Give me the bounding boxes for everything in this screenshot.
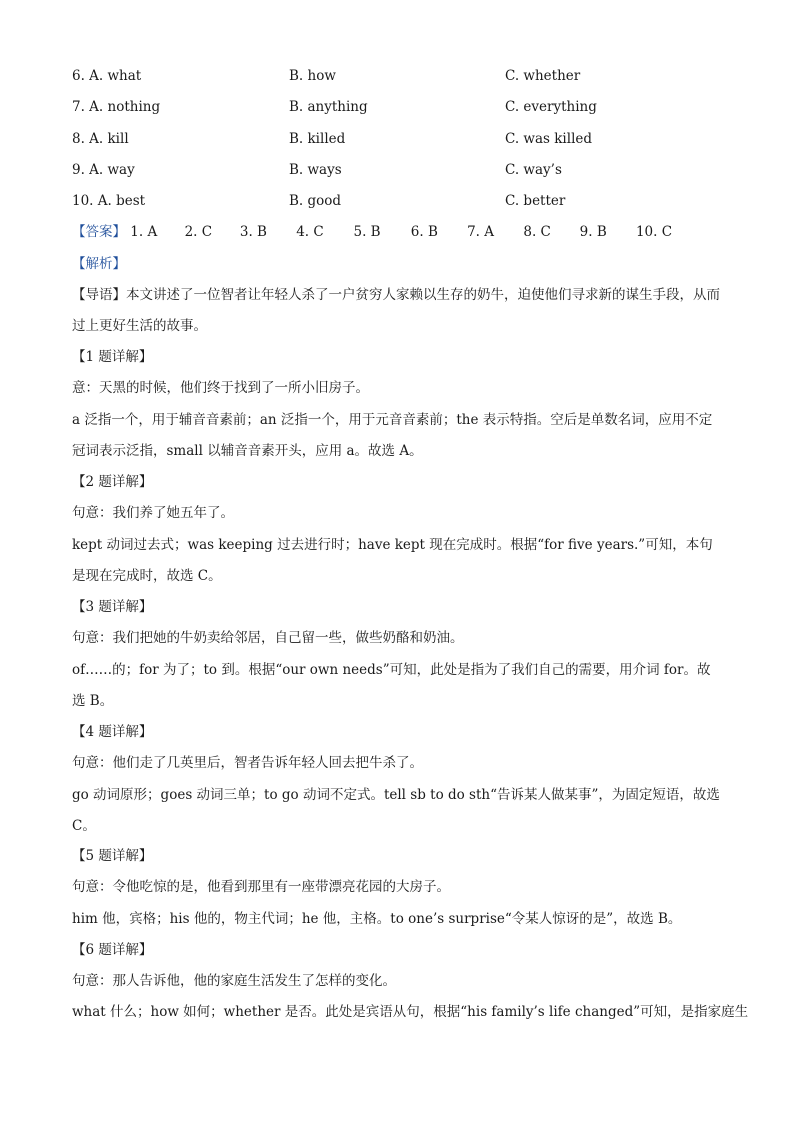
answer-item: 2. C [184, 224, 213, 240]
intro-text: 本文讲述了一位智者让年轻人杀了一户贫穷人家赖以生存的奶牛，迫使他们寻求新的谋生手段，从而过上更好生活的故事。 [72, 287, 720, 334]
question-explain: what 什么；how 如何；whether 是否。此处是宾语从句，根据“his family’s life changed”可知，是指家庭生 [72, 1004, 749, 1020]
intro-label: 【导语】 [72, 287, 126, 303]
analysis-label: 【解析】 [72, 256, 126, 272]
question-meaning: 句意：那人告诉他，他的家庭生活发生了怎样的变化。 [72, 973, 396, 989]
question-heading: 【1 题详解】 [72, 349, 153, 365]
option-b: B. how [289, 68, 336, 84]
option-c: C. way’s [505, 162, 562, 178]
option-c: C. everything [505, 99, 597, 115]
answer-item: 5. B [353, 224, 381, 240]
question-explain: him 他，宾格；his 他的，物主代词；he 他，主格。to one’s surprise“令某人惊讶的是”，故选 B。 [72, 911, 682, 927]
option-a: 7. A. nothing [72, 99, 161, 115]
answer-item: 1. A [130, 224, 158, 240]
option-b: B. good [289, 193, 342, 209]
question-heading: 【4 题详解】 [72, 724, 153, 740]
option-a: 10. A. best [72, 193, 146, 209]
question-heading: 【5 题详解】 [72, 848, 153, 864]
question-meaning: 句意：我们把她的牛奶卖给邻居，自己留一些，做些奶酪和奶油。 [72, 630, 464, 646]
intro-paragraph [72, 280, 722, 342]
question-explain: of……的；for 为了；to 到。根据“our own needs”可知，此处是指为了我们自己的需要，用介词 for。故选 B。 [72, 662, 711, 709]
option-c: C. whether [505, 68, 581, 84]
answer-item: 8. C [523, 224, 551, 240]
option-row-9 [72, 160, 732, 180]
question-meaning: 意：天黑的时候，他们终于找到了一所小旧房子。 [72, 380, 369, 396]
option-a: 8. A. kill [72, 131, 129, 147]
option-b: B. ways [289, 162, 342, 178]
answer-item: 7. A [467, 224, 494, 240]
question-heading: 【6 题详解】 [72, 942, 153, 958]
option-a: 9. A. way [72, 162, 135, 178]
answer-item: 6. B [410, 224, 438, 240]
answer-label: 【答案】 [72, 224, 126, 240]
question-meaning: 句意：他们走了几英里后，智者告诉年轻人回去把牛杀了。 [72, 755, 423, 771]
question-explain: a 泛指一个，用于辅音音素前；an 泛指一个，用于元音音素前；the 表示特指。空后是单数名词，应用不定冠词表示泛指，small 以辅音音素开头，应用 a。故选 A。 [72, 412, 713, 459]
option-row-10 [72, 191, 732, 211]
option-a: 6. A. what [72, 68, 142, 84]
answer-item: 10. C [635, 224, 673, 240]
question-meaning: 句意：我们养了她五年了。 [72, 505, 234, 521]
question-explain: go 动词原形；goes 动词三单；to go 动词不定式。tell sb to do sth“告诉某人做某事”，为固定短语，故选 C。 [72, 787, 720, 834]
option-row-7 [72, 97, 732, 117]
question-heading: 【2 题详解】 [72, 474, 153, 490]
option-b: B. anything [289, 99, 368, 115]
question-explain: kept 动词过去式；was keeping 过去进行时；have kept 现在完成时。根据“for five years.”可知，本句是现在完成时，故选 C。 [72, 537, 713, 584]
answer-item: 3. B [239, 224, 267, 240]
answer-line [72, 222, 722, 242]
answer-item: 9. B [579, 224, 607, 240]
option-c: C. better [505, 193, 566, 209]
option-c: C. was killed [505, 131, 593, 147]
question-meaning: 句意：令他吃惊的是，他看到那里有一座带漂亮花园的大房子。 [72, 879, 450, 895]
option-row-6 [72, 66, 732, 86]
option-b: B. killed [289, 131, 346, 147]
option-row-8 [72, 129, 732, 149]
answer-item: 4. C [296, 224, 324, 240]
question-heading: 【3 题详解】 [72, 599, 153, 615]
